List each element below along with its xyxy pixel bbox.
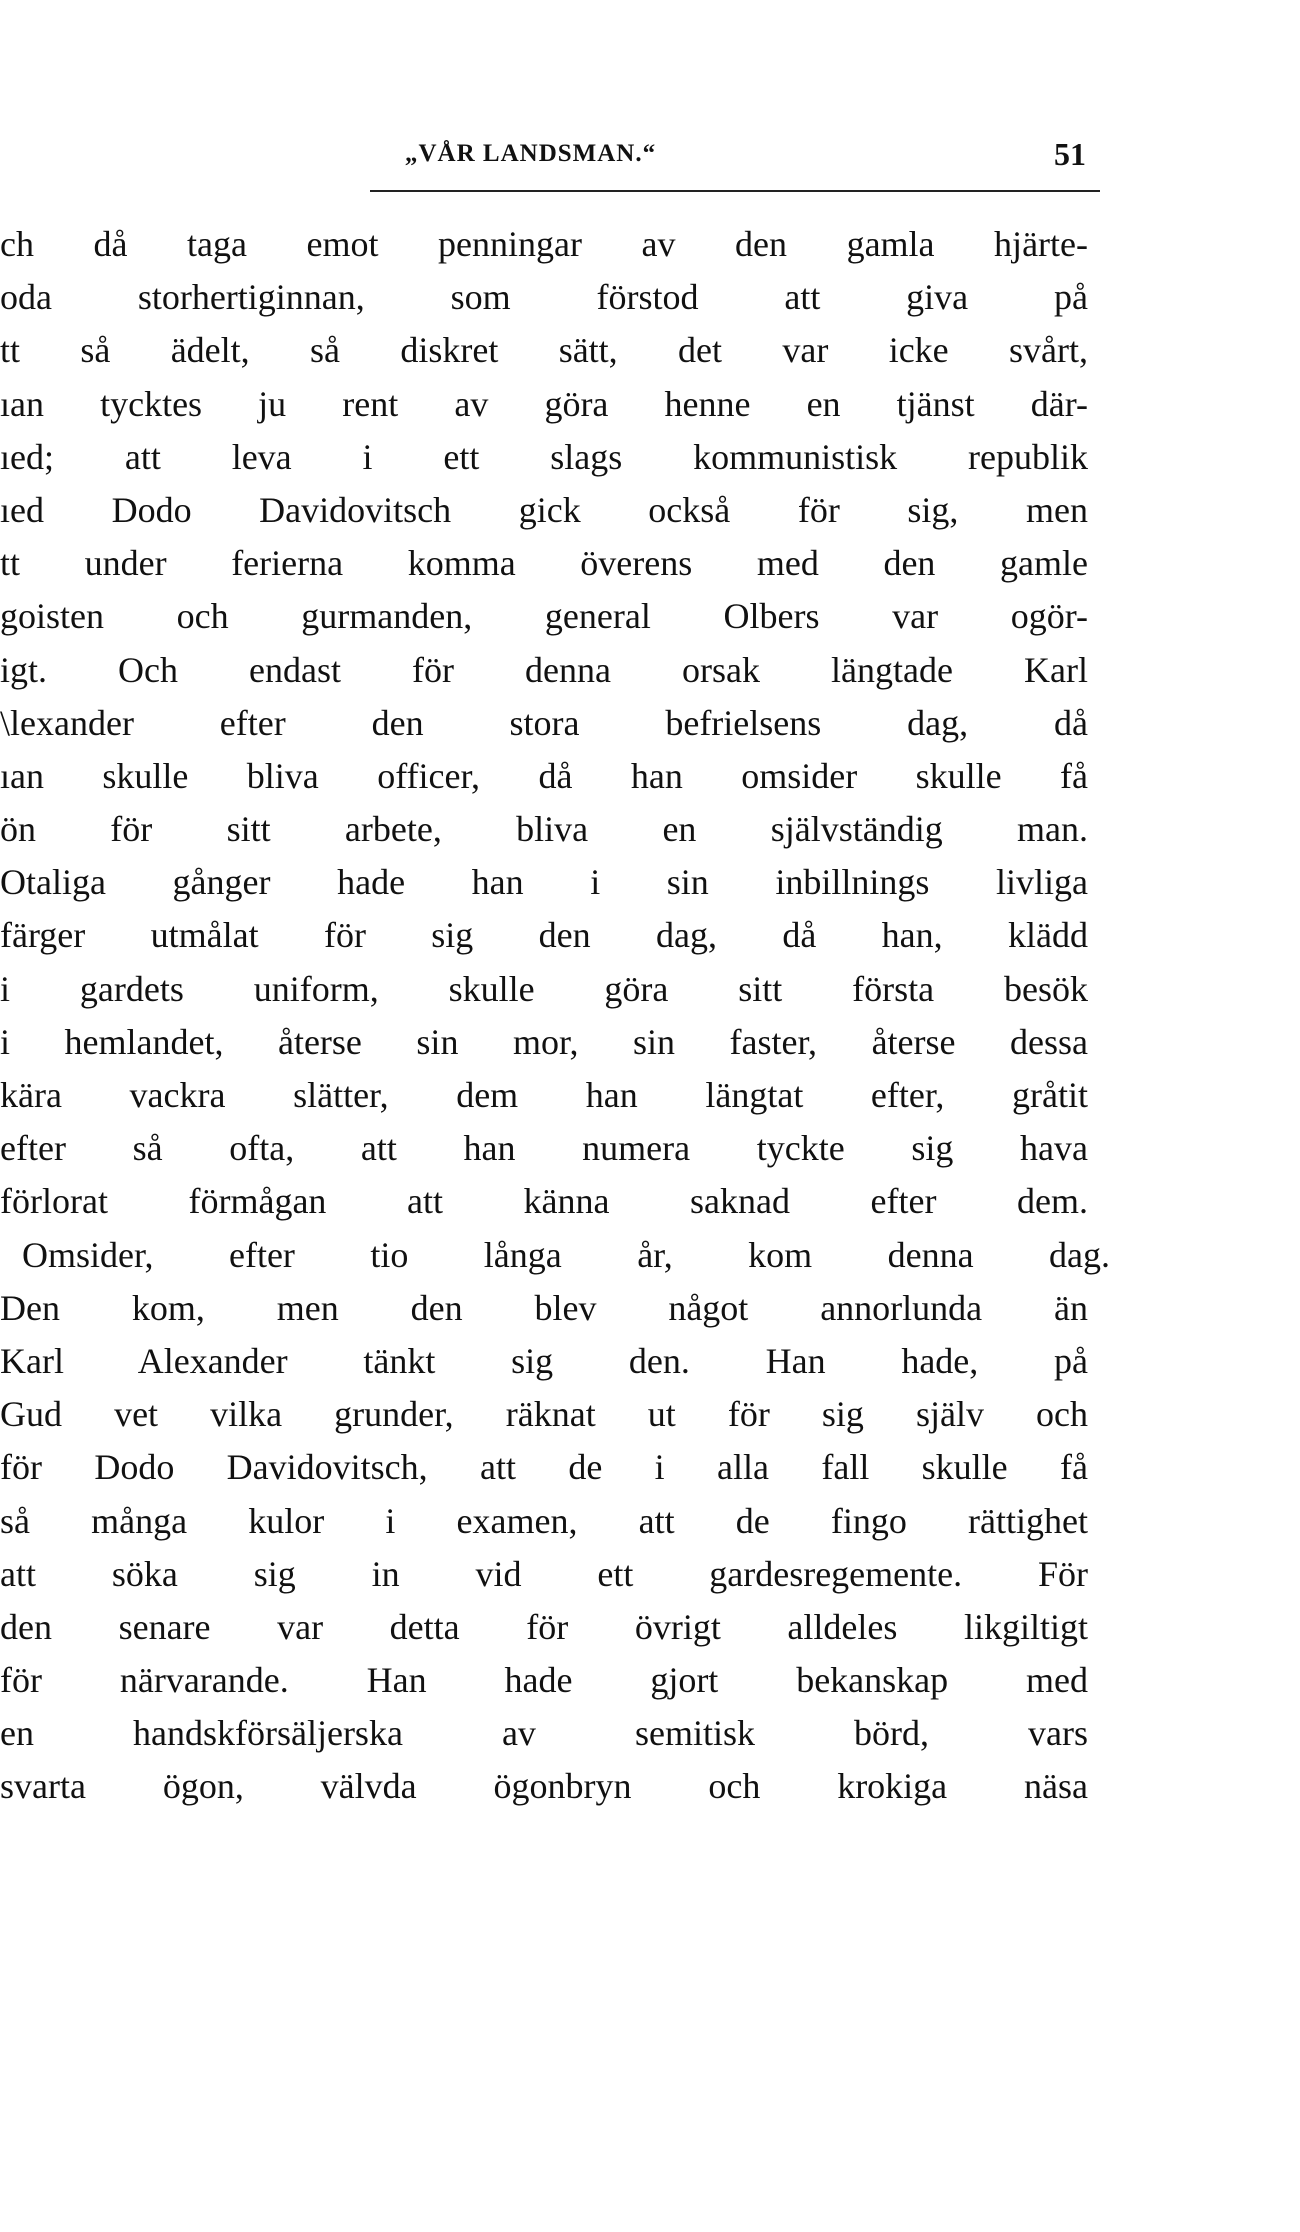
text-line: den senare var detta för övrigt alldeles likgiltigt <box>0 1606 1088 1647</box>
text-line: Omsider, efter tio långa år, kom denna dag. <box>22 1234 1110 1275</box>
text-line: goisten och gurmanden, general Olbers var ogör- <box>0 596 1088 637</box>
text-line: Gud vet vilka grunder, räknat ut för sig själv och <box>0 1394 1088 1435</box>
text-line: att söka sig in vid ett gardesregemente. För <box>0 1553 1088 1594</box>
text-line: tt så ädelt, så diskret sätt, det var icke svårt, <box>0 330 1088 371</box>
text-line: kära vackra slätter, dem han längtat efter, gråtit <box>0 1075 1088 1115</box>
text-line: svarta ögon, välvda ögonbryn och krokiga näsa <box>0 1766 1088 1807</box>
text-line: i gardets uniform, skulle göra sitt första besök <box>0 968 1088 1009</box>
text-line: efter så ofta, att han numera tyckte sig hava <box>0 1128 1088 1169</box>
text-line: för Dodo Davidovitsch, att de i alla fall skulle få <box>0 1447 1088 1488</box>
text-line: Otaliga gånger hade han i sin inbillnings livliga <box>0 862 1088 903</box>
text-line: förlorat förmågan att känna saknad efter dem. <box>0 1181 1088 1222</box>
text-line: för närvarande. Han hade gjort bekanskap med <box>0 1660 1088 1701</box>
text-line: igt. Och endast för denna orsak längtade Karl <box>0 649 1088 690</box>
text-line: oda storhertiginnan, som förstod att giva på <box>0 277 1088 318</box>
text-line: så många kulor i examen, att de fingo rättighet <box>0 1500 1088 1541</box>
text-line: tt under ferierna komma överens med den gamle <box>0 543 1088 584</box>
text-line: i hemlandet, återse sin mor, sin faster, återse dessa <box>0 1021 1088 1062</box>
header-rule <box>370 190 1100 192</box>
page-number: 51 <box>1054 136 1086 172</box>
text-line: en handskförsäljerska av semitisk börd, vars <box>0 1713 1088 1754</box>
text-line: ıed Dodo Davidovitsch gick också för sig, men <box>0 489 1088 530</box>
text-line: ön för sitt arbete, bliva en självständig man. <box>0 809 1088 850</box>
running-head <box>0 136 1300 180</box>
body-text <box>0 218 1110 1814</box>
text-line: ıan tycktes ju rent av göra henne en tjänst där- <box>0 383 1088 424</box>
text-line: färger utmålat för sig den dag, då han, klädd <box>0 915 1088 956</box>
text-line: Karl Alexander tänkt sig den. Han hade, på <box>0 1340 1088 1381</box>
text-line: Den kom, men den blev något annorlunda än <box>0 1287 1088 1328</box>
running-title: „VÅR LANDSMAN.“ <box>405 140 657 167</box>
text-line: ıed; att leva i ett slags kommunistisk republik <box>0 436 1088 477</box>
text-line: ıan skulle bliva officer, då han omsider skulle få <box>0 755 1088 796</box>
text-line: ch då taga emot penningar av den gamla hjärte- <box>0 224 1088 264</box>
text-line: \lexander efter den stora befrielsens dag, då <box>0 702 1088 743</box>
